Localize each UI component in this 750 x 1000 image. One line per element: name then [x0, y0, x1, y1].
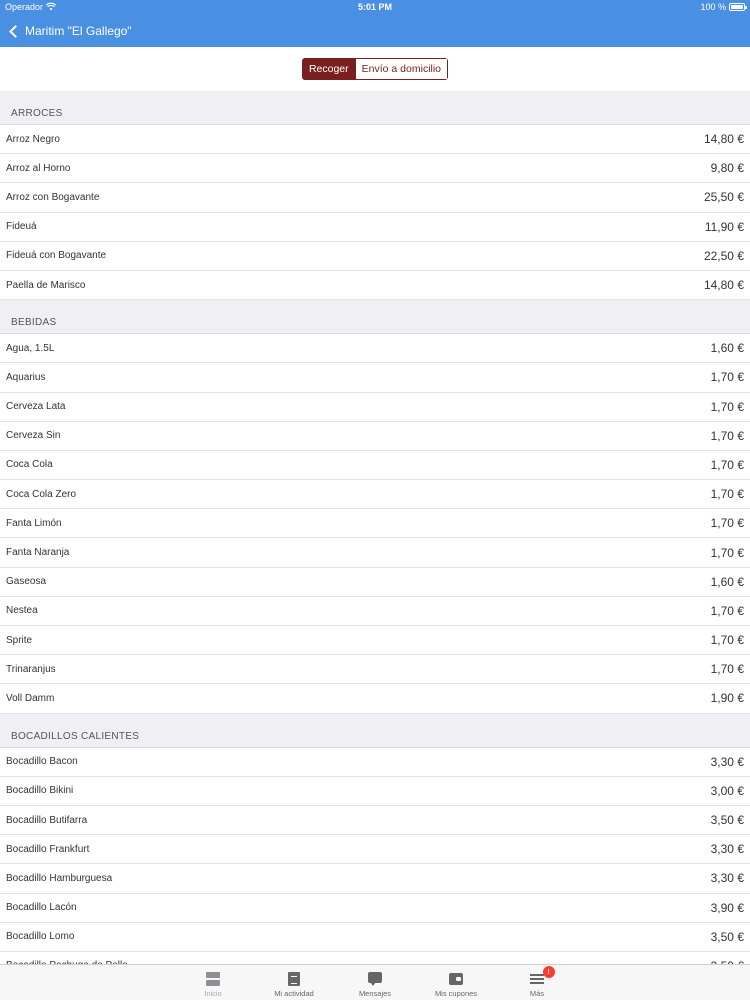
item-name: Coca Cola Zero — [6, 488, 77, 500]
page-title: Maritim "El Gallego" — [25, 24, 132, 38]
item-price: 1,70 € — [710, 399, 744, 414]
menu-item-row[interactable] — [0, 597, 750, 626]
menu-item-row[interactable] — [0, 894, 750, 923]
battery-label: 100 % — [700, 2, 726, 12]
item-name: Nestea — [6, 605, 38, 617]
item-name: Fideuá — [6, 221, 37, 233]
battery-icon — [729, 3, 745, 11]
item-price: 3,30 € — [710, 754, 744, 769]
menu-item-row[interactable] — [0, 748, 750, 777]
item-price: 3,30 € — [710, 842, 744, 857]
item-price: 1,70 € — [710, 487, 744, 502]
menu-item-row[interactable] — [0, 451, 750, 480]
item-price: 1,70 € — [710, 428, 744, 443]
segment-recoger[interactable]: Recoger — [303, 59, 355, 79]
item-price: 14,80 € — [703, 132, 744, 147]
navigation-bar — [0, 15, 750, 47]
item-name: Cerveza Sin — [6, 430, 61, 442]
item-name: Coca Cola — [6, 459, 53, 471]
home-icon — [204, 971, 222, 987]
tab-mas[interactable] — [497, 965, 578, 1000]
item-name: Bocadillo Hamburguesa — [6, 872, 113, 884]
menu-item-row[interactable] — [0, 334, 750, 363]
menu-item-row[interactable] — [0, 835, 750, 864]
tab-label: Inicio — [204, 989, 222, 998]
item-name: Bocadillo Frankfurt — [6, 843, 90, 855]
item-price: 1,70 € — [710, 662, 744, 677]
item-name: Fanta Naranja — [6, 547, 70, 559]
menu-item-row[interactable] — [0, 183, 750, 212]
item-name: Aquarius — [6, 371, 46, 383]
tab-inicio[interactable] — [173, 965, 254, 1000]
menu-list[interactable] — [0, 91, 750, 964]
item-name: Sprite — [6, 634, 33, 646]
item-price: 1,70 € — [710, 516, 744, 531]
menu-item-row[interactable] — [0, 422, 750, 451]
menu-item-row[interactable] — [0, 806, 750, 835]
tab-label: Más — [529, 989, 545, 998]
item-price: 3,30 € — [710, 871, 744, 886]
menu-item-row[interactable] — [0, 777, 750, 806]
item-name: Bocadillo Bikini — [6, 785, 74, 797]
tab-label: Mis cupones — [434, 989, 478, 998]
menu-item-row[interactable] — [0, 864, 750, 893]
wallet-icon — [447, 971, 465, 987]
item-price: 1,60 € — [710, 574, 744, 589]
item-price: 22,50 € — [703, 248, 744, 263]
item-name: Arroz Negro — [6, 133, 60, 145]
item-name: Bocadillo Butifarra — [6, 814, 88, 826]
delivery-mode-area — [0, 47, 750, 91]
item-price: 14,80 € — [703, 278, 744, 293]
item-price: 1,70 € — [710, 633, 744, 648]
item-price: 3,50 € — [710, 813, 744, 828]
item-price: 1,60 € — [710, 341, 744, 356]
section-header: BEBIDAS — [0, 300, 750, 334]
tab-label: Mensajes — [358, 989, 392, 998]
item-name: Cerveza Lata — [6, 401, 66, 413]
menu-item-row[interactable] — [0, 684, 750, 713]
section-header: ARROCES — [0, 91, 750, 125]
menu-item-row[interactable] — [0, 363, 750, 392]
item-name: Fanta Limón — [6, 517, 62, 529]
item-name: Arroz al Horno — [6, 162, 71, 174]
back-button[interactable] — [0, 24, 132, 38]
item-name: Bocadillo Bacon — [6, 756, 78, 768]
tab-mis-cupones[interactable] — [416, 965, 497, 1000]
menu-item-row[interactable] — [0, 568, 750, 597]
section-header: BOCADILLOS CALIENTES — [0, 714, 750, 748]
chevron-left-icon — [9, 25, 22, 38]
menu-item-row[interactable] — [0, 923, 750, 952]
menu-item-row[interactable] — [0, 154, 750, 183]
item-price: 11,90 € — [704, 219, 744, 234]
item-price: 9,80 € — [710, 161, 744, 176]
item-price: 1,70 € — [710, 603, 744, 618]
carrier-label: Operador — [5, 2, 44, 12]
status-bar — [0, 0, 750, 15]
delivery-mode-segmented-control — [302, 58, 448, 80]
tab-mensajes[interactable] — [335, 965, 416, 1000]
menu-item-row[interactable] — [0, 393, 750, 422]
item-name: Trinaranjus — [6, 663, 56, 675]
clipboard-icon — [285, 971, 303, 987]
item-name: Paella de Marisco — [6, 279, 86, 291]
menu-item-row[interactable] — [0, 509, 750, 538]
segment-envio-domicilio[interactable]: Envío a domicilio — [355, 59, 447, 79]
menu-item-row[interactable] — [0, 125, 750, 154]
item-name: Agua, 1.5L — [6, 342, 55, 354]
notification-badge: ! — [543, 966, 555, 978]
tab-mi-actividad[interactable] — [254, 965, 335, 1000]
item-price: 1,70 € — [710, 545, 744, 560]
tab-bar — [0, 964, 750, 1000]
tab-label: Mi actividad — [274, 989, 314, 998]
item-price: 1,70 € — [710, 370, 744, 385]
item-price: 25,50 € — [703, 190, 744, 205]
menu-item-row[interactable] — [0, 480, 750, 509]
menu-item-row[interactable] — [0, 655, 750, 684]
chat-icon — [366, 971, 384, 987]
item-name: Bocadillo Lacón — [6, 902, 77, 914]
menu-item-row[interactable] — [0, 242, 750, 271]
item-name: Voll Damm — [6, 692, 55, 704]
item-price: 1,90 € — [710, 691, 744, 706]
item-price: 3,90 € — [710, 900, 744, 915]
item-name: Gaseosa — [6, 576, 47, 588]
item-price: 3,00 € — [710, 783, 744, 798]
menu-item-row[interactable] — [0, 271, 750, 300]
item-price: 1,70 € — [710, 457, 744, 472]
item-name: Arroz con Bogavante — [6, 191, 100, 203]
menu-item-row[interactable] — [0, 538, 750, 567]
menu-item-row[interactable] — [0, 626, 750, 655]
battery — [700, 2, 745, 12]
menu-item-row[interactable] — [0, 213, 750, 242]
item-name: Bocadillo Lomo — [6, 931, 75, 943]
item-name: Fideuá con Bogavante — [6, 250, 107, 262]
clock: 5:01 PM — [357, 2, 392, 12]
item-price: 3,50 € — [710, 929, 744, 944]
